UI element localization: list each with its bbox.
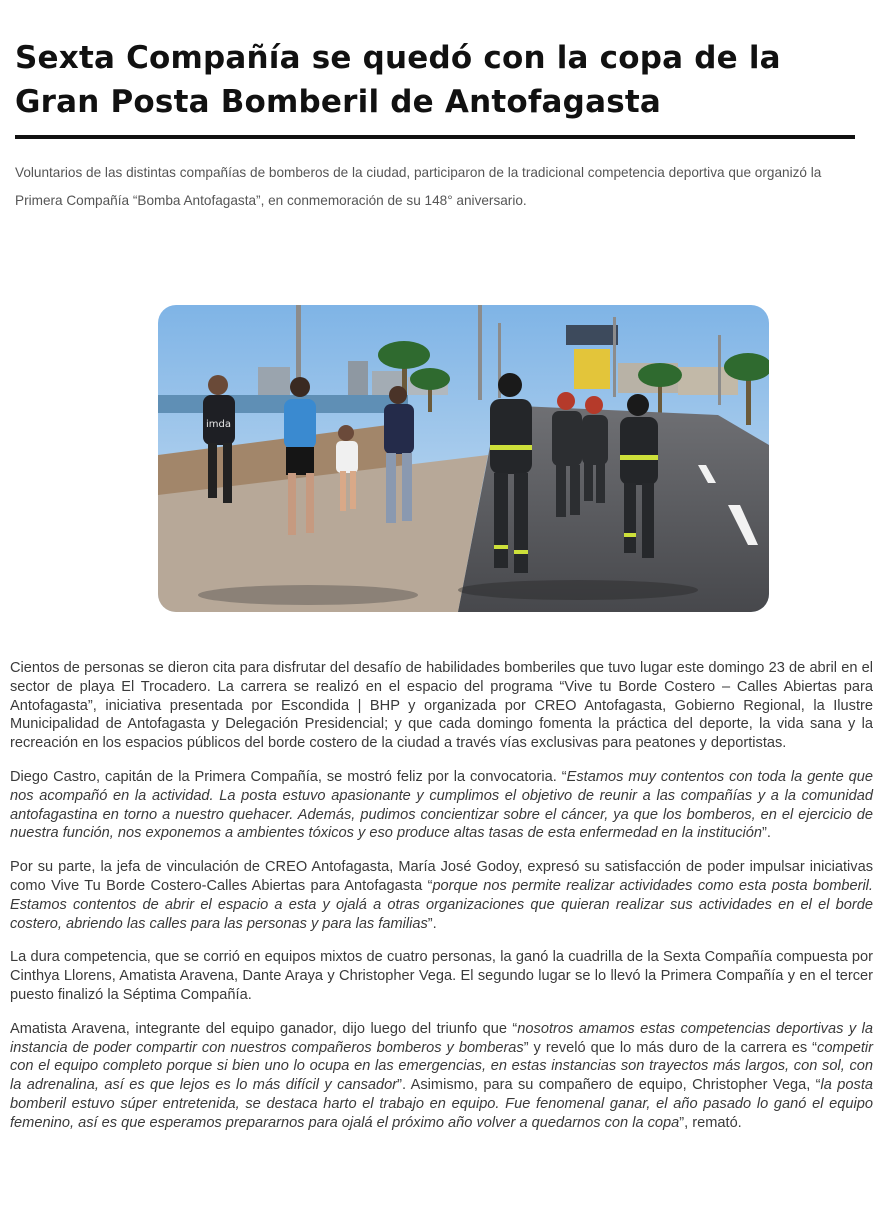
- article-paragraph: Cientos de personas se dieron cita para disfrutar del desafío de habilidades bomberiles que tuvo lugar este domingo 23 de abril en el sector de playa El Trocadero. La carrera se realizó en el espacio del programa “Vive tu Borde Costero – Calles Abiertas para Antofagasta”, iniciativa presentada por Escondida | BHP y organizada por CREO Antofagasta, Gobierno Regional, la Ilustre Municipalidad de Antofagasta y Delegación Presidencial; y que cada domingo fomenta la práctica del deporte, la vida sana y la recreación en los espacios públicos del borde costero de la ciudad a través vías exclusivas para peatones y deportistas.: [10, 660, 873, 752]
- shirt-text: imda: [206, 419, 231, 430]
- article-paragraph: Diego Castro, capitán de la Primera Compañía, se mostró feliz por la convocatoria. “Estamos muy contentos con toda la gente que nos acompañó en la actividad. La posta estuvo apasionante y cumplimos el objetivo de reunir a las compañías y a la comunidad antofagastina en torno a nuestro quehacer. Además, pudimos concientizar sobre el cáncer, ya que los bomberos, en el ejercicio de nuestra función, nos exponemos a ambientes tóxicos y eso produce altas tasas de esta enfermedad en la institución”.: [10, 768, 874, 842]
- article-paragraph: La dura competencia, que se corrió en equipos mixtos de cuatro personas, la ganó la cuadrilla de la Sexta Compañía compuesta por Cinthya Llorens, Amatista Aravena, Dante Araya y Christopher Vega. El segundo lugar se lo llevó la Primera Compañía y en el tercer puesto finalizó la Séptima Compañía.: [10, 949, 873, 1003]
- article-title: Sexta Compañía se quedó con la copa de la Gran Posta Bomberil de Antofagasta: [15, 40, 781, 120]
- article-lead: Voluntarios de las distintas compañías de bomberos de la ciudad, participaron de la tradicional competencia deportiva que organizó la Primera Compañía “Bomba Antofagasta”, en conmemoración de su 148° aniversario.: [15, 165, 822, 208]
- article-photo: [158, 305, 769, 612]
- article-body: [10, 659, 873, 1148]
- title-divider: [15, 135, 855, 139]
- article-paragraph: Por su parte, la jefa de vinculación de CREO Antofagasta, María José Godoy, expresó su satisfacción de poder impulsar iniciativas como Vive Tu Borde Costero-Calles Abiertas para Antofagasta “porque nos permite realizar actividades como esta posta bomberil. Estamos contentos de abrir el espacio a esta y ojalá a otras organizaciones que quieran realizar sus actividades en el el borde costero, abriendo las calles para las personas y para las familias”.: [10, 859, 873, 932]
- article-paragraph: Amatista Aravena, integrante del equipo ganador, dijo luego del triunfo que “nosotros amamos estas competencias deportivas y la instancia de poder compartir con nuestros compañeros bomberos y bomberas” y reveló que lo más duro de la carrera es “competir con el equipo completo porque si bien uno lo ocupa en las emergencias, en estas instancias son trayectos más largos, con sol, con la adrenalina, así es que lejos es lo más difícil y cansador”. Asimismo, para su compañero de equipo, Christopher Vega, “la posta bomberil estuvo súper entretenida, se destaca harto el trabajo en equipo. Fue fenomenal ganar, el año pasado lo ganó el equipo femenino, así es que esperamos prepararnos para ojalá el próximo año volver a quedarnos con la copa”, remató.: [10, 1020, 873, 1131]
